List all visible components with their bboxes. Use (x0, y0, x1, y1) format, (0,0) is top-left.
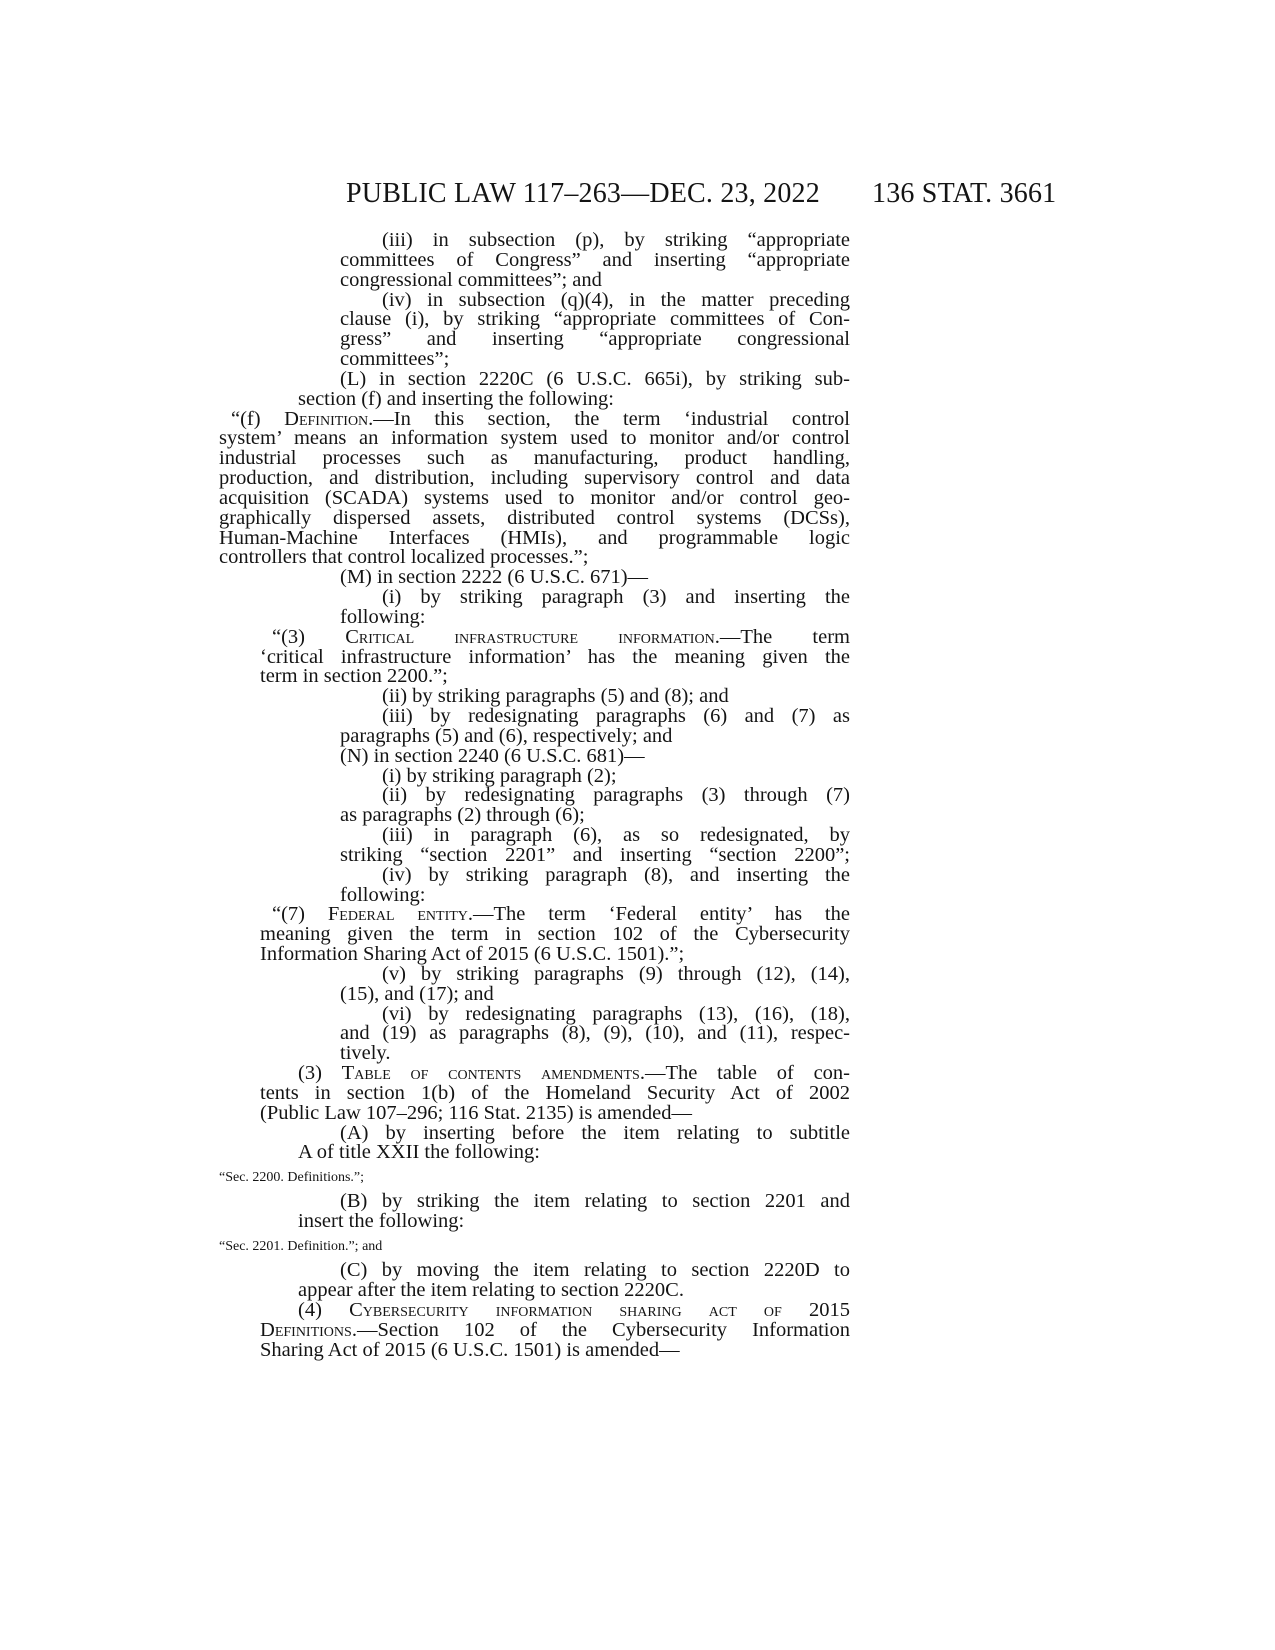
text-line: term in section 2200.”; (260, 665, 448, 687)
text-line: system’ means an information system used to monitor and/or control (219, 427, 850, 449)
text-line: controllers that control localized processes.”; (219, 546, 589, 568)
text-line: insert the following: (298, 1210, 465, 1232)
text-line: gress” and inserting “appropriate congressional (340, 328, 850, 350)
text-line: (iv) in subsection (q)(4), in the matter preceding (382, 289, 850, 311)
toc-entry: “Sec. 2201. Definition.”; and (219, 1239, 383, 1254)
text-line: congressional committees”; and (340, 269, 602, 291)
text-line: (Public Law 107–296; 116 Stat. 2135) is amended— (260, 1102, 692, 1124)
text-line: (iv) by striking paragraph (8), and inserting the (382, 864, 850, 886)
running-header-title: PUBLIC LAW 117–263—DEC. 23, 2022 (346, 178, 820, 209)
text-line: (v) by striking paragraphs (9) through (12), (14), (382, 963, 850, 985)
text-line: (L) in section 2220C (6 U.S.C. 665i), by striking sub- (340, 368, 850, 390)
text-line: production, and distribution, including supervisory control and data (219, 467, 850, 489)
text-line: meaning given the term in section 102 of the Cybersecurity (260, 923, 850, 945)
text-line: Sharing Act of 2015 (6 U.S.C. 1501) is amended— (260, 1339, 680, 1361)
text-line: (i) by striking paragraph (2); (382, 765, 617, 787)
text-line: graphically dispersed assets, distributed control systems (DCSs), (219, 507, 850, 529)
text-line: (C) by moving the item relating to section 2220D to (340, 1259, 850, 1281)
text-line: (ii) by redesignating paragraphs (3) through (7) (382, 784, 850, 806)
text-line: committees of Congress” and inserting “appropriate (340, 249, 850, 271)
text-line: “(3) Critical infrastructure information.—The term (272, 626, 850, 648)
text-line: (iii) in subsection (p), by striking “appropriate (382, 229, 850, 251)
text-line: (B) by striking the item relating to section 2201 and (340, 1190, 850, 1212)
text-line: “(f) Definition.—In this section, the term ‘industrial control (231, 408, 850, 430)
text-line: industrial processes such as manufacturing, product handling, (219, 447, 850, 469)
text-line: acquisition (SCADA) systems used to monitor and/or control geo- (219, 487, 850, 509)
text-line: (A) by inserting before the item relating to subtitle (340, 1122, 850, 1144)
text-line: (N) in section 2240 (6 U.S.C. 681)— (340, 745, 645, 767)
text-line: (vi) by redesignating paragraphs (13), (16), (18), (382, 1003, 850, 1025)
text-line: (15), and (17); and (340, 983, 494, 1005)
toc-entry: “Sec. 2200. Definitions.”; (219, 1170, 365, 1185)
text-line: (M) in section 2222 (6 U.S.C. 671)— (340, 566, 649, 588)
text-line: ‘critical infrastructure information’ has the meaning given the (260, 646, 850, 668)
text-line: striking “section 2201” and inserting “section 2200”; (340, 844, 850, 866)
text-line: (4) Cybersecurity information sharing act of 2015 (298, 1299, 850, 1321)
text-line: tents in section 1(b) of the Homeland Security Act of 2002 (260, 1082, 850, 1104)
text-line: tively. (340, 1042, 391, 1064)
text-line: (iii) by redesignating paragraphs (6) and (7) as (382, 705, 850, 727)
text-line: “(7) Federal entity.—The term ‘Federal entity’ has the (272, 903, 850, 925)
text-line: appear after the item relating to section 2220C. (298, 1279, 684, 1301)
text-line: Definitions.—Section 102 of the Cybersecurity Information (260, 1319, 850, 1341)
text-line: (ii) by striking paragraphs (5) and (8); and (382, 685, 729, 707)
text-line: (3) Table of contents amendments.—The table of con- (298, 1062, 851, 1084)
text-line: following: (340, 884, 426, 906)
text-line: (i) by striking paragraph (3) and inserting the (382, 586, 850, 608)
text-line: Human-Machine Interfaces (HMIs), and programmable logic (219, 527, 850, 549)
text-line: section (f) and inserting the following: (298, 388, 614, 410)
text-line: as paragraphs (2) through (6); (340, 804, 585, 826)
text-line: (iii) in paragraph (6), as so redesignated, by (382, 824, 850, 846)
text-line: A of title XXII the following: (298, 1141, 540, 1163)
text-line: committees”; (340, 348, 450, 370)
page-number: 136 STAT. 3661 (872, 178, 1057, 209)
text-line: following: (340, 606, 426, 628)
text-line: Information Sharing Act of 2015 (6 U.S.C. 1501).”; (260, 943, 685, 965)
text-line: and (19) as paragraphs (8), (9), (10), and (11), respec- (340, 1022, 850, 1044)
text-line: paragraphs (5) and (6), respectively; and (340, 725, 673, 747)
text-line: clause (i), by striking “appropriate committees of Con- (340, 308, 850, 330)
